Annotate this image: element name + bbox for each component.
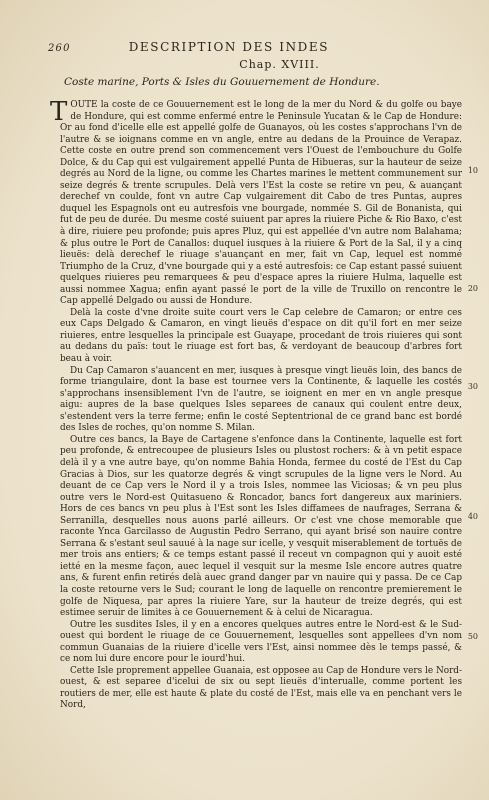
margin-number: 20 — [467, 284, 478, 293]
paragraph: Outre ces bancs, la Baye de Cartagene s'enfonce dans la Continente, laquelle est fort peu profonde, & entrecoupee de plusieurs Isles ou plustost rochers: & à vn petit espace delà il y a vne autre baye, qu'on nomme Bahia Honda, fermee du costé de l'Est du Cap Gracias à Dios, sur les quatorze degrés & vingt scrupules de la ligne vers le Nord. Au deuant de ce Cap vers le Nord il y a trois Isles, nommee las Viciosas; & vn peu plus outre vers le Nord-est Quitasueno & Roncador, bancs fort dangereux aux mariniers. Hors de ces bancs vn peu plus à l'Est sont les Isles diffamees de naufrages, Serrana & Serranilla, desquelles nous auons parlé ailleurs. Or c'est vne chose memorable que raconte Ynca Garcilasso de Augustin Pedro Serrano, qui ayant brisé son nauire contre Serrana & s'estant seul sauué à la nage sur icelle, y vesquit miserablement de tortuës de mer trois ans entiers; & ce temps estant passé il receut vn compagnon qui y auoit esté ietté en la mesme façon, auec lequel il vesquit sur la mesme Isle encore autres quatre ans, & furent enfin retirés delà auec grand danger par vn nauire qui y passa. De ce Cap la coste retourne vers le Sud; courant le long de laquelle on rencontre premierement le golfe de Niquesa, par apres la riuiere Yare, sur la hauteur de treize degrés, qui est estimee seruir de limites à ce Gouuernement & à celui de Nicaragua. — [60, 434, 462, 619]
running-head — [48, 40, 461, 54]
chapter-heading: Coste marine, Ports & Isles du Gouuernement de Hondure. — [64, 76, 380, 88]
paragraph: Du Cap Camaron s'auancent en mer, iusques à presque vingt lieuës loin, des bancs de forme triangulaire, dont la base est tournee vers la Continente, & laquelle les costés s'approchans insensiblement l'vn de l'autre, se ioignent en mer en vn angle presque aigu: aupres de la base quelques Isles separees de canaux qui coulent entre deux, s'estendent vers la terre ferme; enfin le costé Septentrional de ce grand banc est bordé des Isles de roches, qu'on nomme S. Milan. — [60, 365, 462, 434]
page-number: 260 — [48, 43, 71, 54]
margin-number: 30 — [467, 382, 478, 391]
paragraph: Cette Isle proprement appellee Guanaia, est opposee au Cap de Hondure vers le Nord-ouest, & est separee d'icelui de six ou sept lieuës d'interualle, comme portent les routiers de mer, elle est haute & plate du costé de l'Est, mais elle va en penchant vers le Nord, — [60, 665, 462, 711]
paragraph: Delà la coste d'vne droite suite court vers le Cap celebre de Camaron; or entre ces eux Caps Delgado & Camaron, en vingt lieuës d'espace on dit qu'il fort en mer seize riuieres, entre lesquelles la principale est Guayape, procedant de trois riuieres qui sont au dedans du païs: tout le riuage est fort bas, & verdoyant de beaucoup d'arbres fort beau à voir. — [60, 307, 462, 365]
running-title: DESCRIPTION DES INDES — [128, 40, 330, 54]
margin-number: 40 — [467, 512, 478, 521]
margin-number: 50 — [467, 632, 478, 641]
paragraph: TOUTE la coste de ce Gouuernement est le long de la mer du Nord & du golfe ou baye de Hondure, qui est comme enfermé entre le Peninsule Yucatan & le Cap de Hondure: Or au fond d'icelle elle est appellé golfe de Guanayos, où les costes s'approchans l'vn de l'autre & se ioignans comme en vn angle, entre au dedans de la Prouince de Verapaz. Cette coste en outre prend son commencement vers l'Ouest de l'embouchure du Golfe Dolce, & du Cap qui est vulgairement appellé Punta de Hibueras, sur la hauteur de seize degrés au Nord de la ligne, ou comme les Chartes marines le mettent communement sur seize degrés & trente scrupules. Delà vers l'Est la coste se retire vn peu, & auançant derechef vn coulde, font vn autre Cap vulgairement dit Cabo de tres Puntas, aupres duquel les Espagnols ont eu autresfois vne bourgade, nommée S. Gil de Bonanista, qui fut de peu de durée. Du mesme costé suiuent par apres la riuiere Piche & Rio Baxo, c'est à dire, riuiere peu profonde; puis apres Pluz, qui est appellée d'vn autre nom Balahama; & plus outre le Port de Canallos: duquel iusques à la riuiere & Port de la Sal, il y a cinq lieuës: delà derechef le riuage s'auançant en mer, fait vn Cap, lequel est nommé Triumpho de la Cruz, d'vne bourgade qui y a esté autresfois: ce Cap estant passé suiuent quelques riuieres peu remarquees & peu d'espace apres la riuiere Hulma, laquelle est aussi nommee Xagua; enfin ayant passé le port de la ville de Truxillo on rencontre le Cap appellé Delgado ou aussi de Hondure. — [50, 97, 462, 307]
paragraph: Outre les susdites Isles, il y en a encores quelques autres entre le Nord-est & le Sud-ouest qui bordent le riuage de ce Gouuernement, lesquelles sont appellees d'vn nom commun Guanaias de la riuiere d'icelle vers l'Est, ainsi nommee dès le temps passé, & ce nom lui dure encore pour le iourd'hui. — [60, 619, 462, 665]
margin-number: 10 — [467, 166, 478, 175]
body-text — [50, 97, 462, 790]
chapter-label: Chap. XVIII. — [239, 58, 320, 71]
dropcap: T — [50, 97, 68, 127]
